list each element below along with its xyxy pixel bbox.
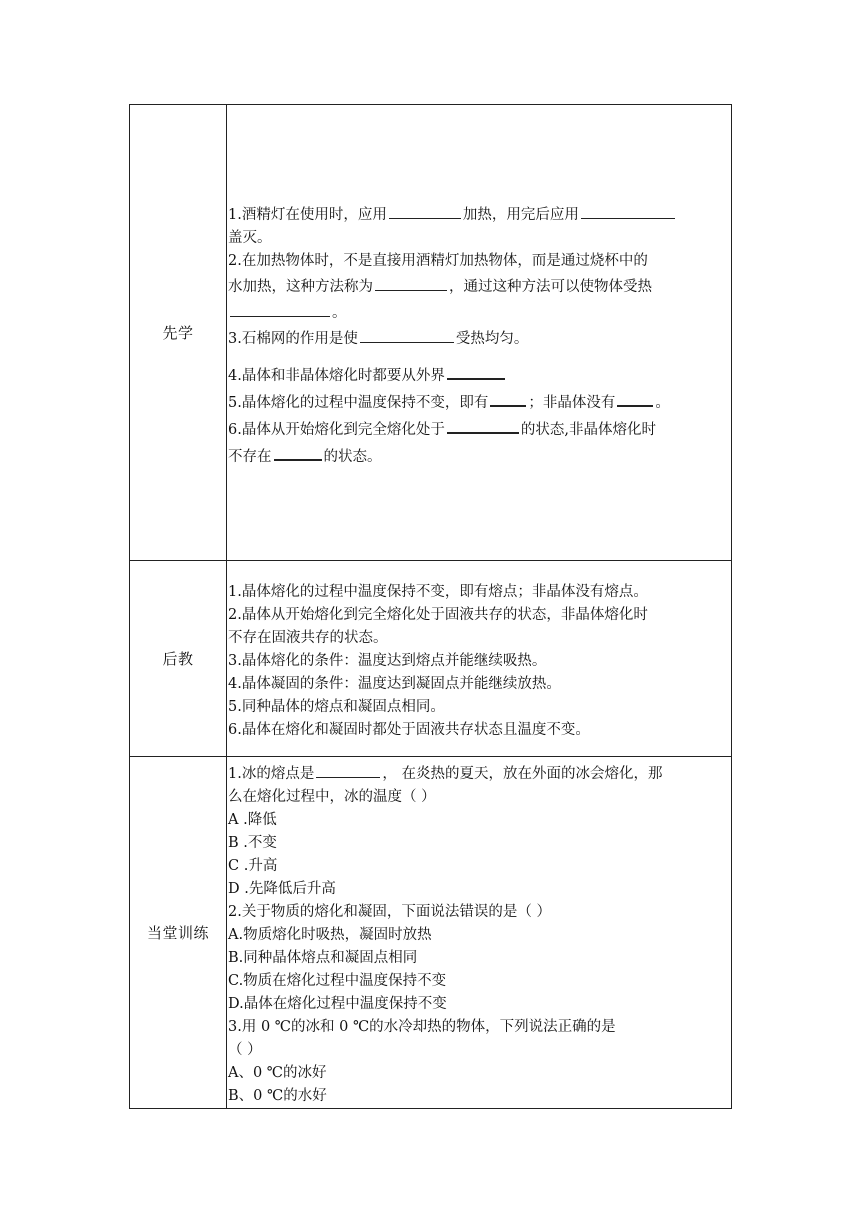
section-content-xianxue	[227, 105, 732, 561]
row-xianxue	[130, 105, 732, 561]
text-line: 1.晶体熔化的过程中温度保持不变，即有熔点；非晶体没有熔点。	[228, 584, 648, 600]
section-content-dangtang	[227, 757, 732, 1109]
option-line: D .先降低后升高	[228, 881, 336, 897]
option-line: B、0 ℃的水好	[228, 1088, 327, 1104]
answer-blank	[230, 299, 330, 317]
option-line: D.晶体在熔化过程中温度保持不变	[228, 996, 447, 1012]
row-dangtang	[130, 757, 732, 1109]
answer-blank	[274, 442, 322, 461]
answer-blank	[447, 361, 505, 380]
section-label-xianxue: 先学	[130, 105, 227, 561]
question-line: （ ）	[228, 1042, 262, 1058]
question-line: 么在熔化过程中，冰的温度（ ）	[228, 789, 436, 805]
text-line: 4.晶体凝固的条件：温度达到凝固点并能继续放热。	[228, 676, 561, 692]
text-line: 6.晶体从开始熔化到完全熔化处于 的状态,非晶体熔化时	[228, 415, 729, 442]
text-line: 水加热，这种方法称为 ，通过这种方法可以使物体受热	[228, 273, 729, 299]
option-line: C .升高	[228, 858, 278, 874]
answer-blank	[389, 201, 461, 219]
answer-blank	[490, 388, 526, 407]
section-content-houjiao	[227, 561, 732, 757]
text-line: 。	[228, 299, 729, 325]
text-line: 3.晶体熔化的条件：温度达到熔点并能继续吸热。	[228, 653, 547, 669]
option-line: B.同种晶体熔点和凝固点相同	[228, 950, 418, 966]
option-line: B .不变	[228, 835, 277, 851]
answer-blank	[360, 325, 454, 343]
question-line: 1.冰的熔点是 ， 在炎热的夏天，放在外面的冰会熔化，那	[228, 760, 729, 786]
lesson-table	[129, 104, 732, 1109]
option-line: A、0 ℃的冰好	[228, 1065, 327, 1081]
text-line: 4.晶体和非晶体熔化时都要从外界	[228, 361, 729, 388]
question-line: 2.关于物质的熔化和凝固，下面说法错误的是（ ）	[228, 904, 551, 920]
option-line: A .降低	[228, 812, 277, 828]
option-line: A.物质熔化时吸热，凝固时放热	[228, 927, 432, 943]
answer-blank	[617, 388, 653, 407]
answer-blank	[581, 201, 675, 219]
text-line: 2.晶体从开始熔化到完全熔化处于固液共存的状态，非晶体熔化时	[228, 607, 648, 623]
question-line: 3.用 0 ℃的冰和 0 ℃的水冷却热的物体，下列说法正确的是	[228, 1019, 616, 1035]
answer-blank	[375, 273, 447, 291]
text-line: 2.在加热物体时，不是直接用酒精灯加热物体，而是通过烧杯中的	[228, 253, 648, 269]
section-label-houjiao: 后教	[130, 561, 227, 757]
text-line: 3.石棉网的作用是使 受热均匀。	[228, 325, 729, 351]
text-line: 6.晶体在熔化和凝固时都处于固液共存状态且温度不变。	[228, 722, 590, 738]
text-line: 5.同种晶体的熔点和凝固点相同。	[228, 699, 445, 715]
text-line: 不存在 的状态。	[228, 442, 729, 469]
answer-blank	[447, 415, 519, 434]
row-houjiao	[130, 561, 732, 757]
text-line: 1.酒精灯在使用时，应用 加热，用完后应用	[228, 201, 729, 227]
option-line: C.物质在熔化过程中温度保持不变	[228, 973, 447, 989]
text-line: 不存在固液共存的状态。	[228, 630, 388, 646]
answer-blank	[316, 760, 380, 778]
section-label-dangtang: 当堂训练	[130, 757, 227, 1109]
text-line: 5.晶体熔化的过程中温度保持不变，即有 ；非晶体没有 。	[228, 388, 729, 415]
text-line: 盖灭。	[228, 230, 272, 246]
